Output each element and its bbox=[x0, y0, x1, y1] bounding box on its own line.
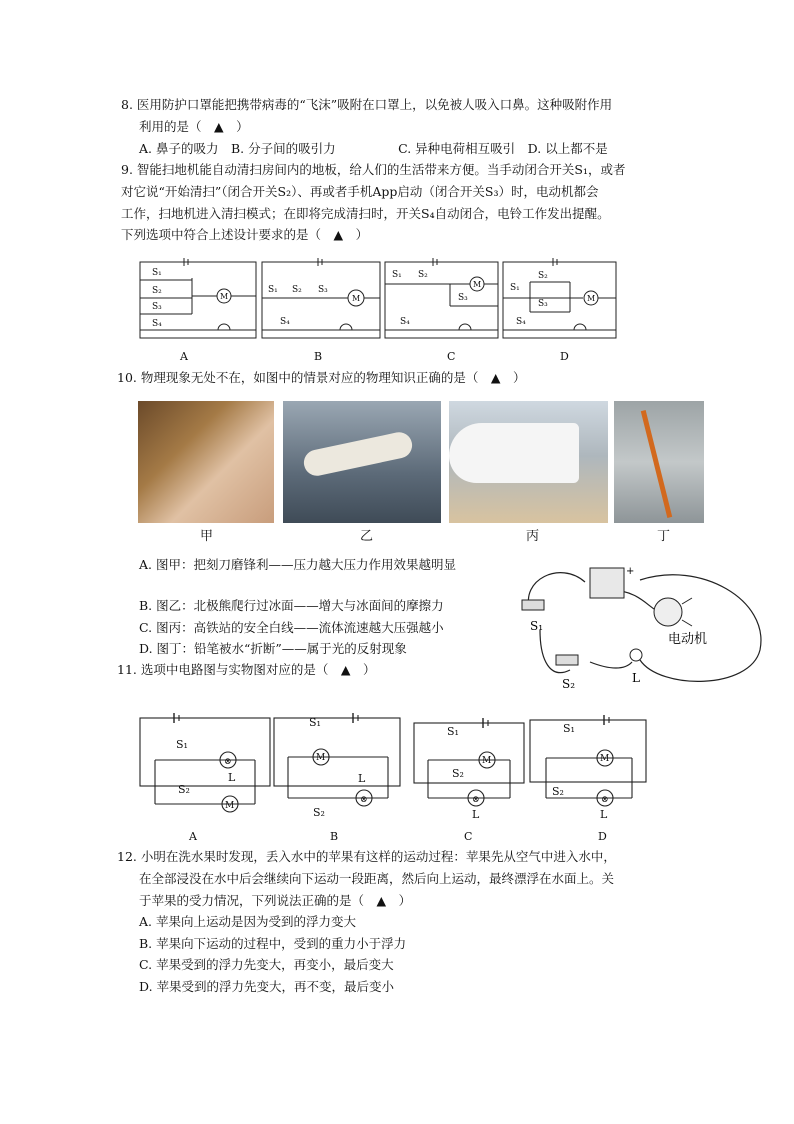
q9c-s4: S₄ bbox=[400, 317, 410, 327]
q9-circuit-diagrams bbox=[0, 250, 794, 380]
q11-stem: 11. 选项中电路图与实物图对应的是（ ▲ ） bbox=[117, 662, 376, 677]
q9b-s3: S₃ bbox=[318, 285, 328, 295]
photo-yi-polar-bear bbox=[283, 401, 441, 523]
q10-option-c: C. 图丙：高铁站的安全白线——流体流速越大压强越小 bbox=[139, 620, 444, 635]
q11d-lamp-label: L bbox=[600, 808, 608, 821]
real-label-motor: 电动机 bbox=[668, 632, 708, 647]
q11c-lamp-label: L bbox=[472, 808, 480, 821]
pencil-shape bbox=[641, 410, 672, 518]
photo-label-yi: 乙 bbox=[360, 529, 374, 544]
q9d-s4: S₄ bbox=[516, 317, 526, 327]
q12-line3: 于苹果的受力情况，下列说法正确的是（ ▲ ） bbox=[139, 893, 412, 908]
q12-option-c: C. 苹果受到的浮力先变大，再变小，最后变大 bbox=[139, 957, 394, 972]
q9-line2: 对它说“开始清扫”（闭合开关S₂）、再或者手机App启动（闭合开关S₃）时，电动机都会 bbox=[121, 184, 599, 199]
q11b-lamp-label: L bbox=[358, 772, 366, 785]
fan-icon bbox=[682, 598, 692, 626]
train-shape bbox=[449, 423, 579, 483]
lamp-icon bbox=[630, 649, 642, 661]
q9a-s1: S₁ bbox=[152, 268, 162, 278]
q9a-s3: S₃ bbox=[152, 302, 162, 312]
q10-stem: 10. 物理现象无处不在，如图中的情景对应的物理知识正确的是（ ▲ ） bbox=[117, 370, 526, 385]
battery-plus: + bbox=[626, 566, 635, 577]
q9-label-c: C bbox=[447, 350, 456, 363]
q12-line1: 12. 小明在洗水果时发现，丢入水中的苹果有这样的运动过程：苹果先从空气中进入水中， bbox=[117, 849, 616, 864]
q8-line2: 利用的是（ ▲ ） bbox=[139, 119, 249, 134]
q10-option-b: B. 图乙：北极熊爬行过冰面——增大与冰面间的摩擦力 bbox=[139, 598, 444, 613]
q11-label-d: D bbox=[598, 830, 607, 843]
photo-bing-high-speed-train bbox=[449, 401, 608, 523]
real-label-s1: S₁ bbox=[530, 619, 544, 633]
q10-option-a: A. 图甲：把刻刀磨锋利——压力越大压力作用效果越明显 bbox=[139, 557, 456, 572]
q9c-s3: S₃ bbox=[458, 293, 468, 303]
q9-label-b: B bbox=[314, 350, 323, 363]
motor-icon bbox=[654, 598, 682, 626]
q11a-s2: S₂ bbox=[178, 783, 190, 796]
q11d-s2: S₂ bbox=[552, 785, 564, 798]
q9b-s2: S₂ bbox=[292, 285, 302, 295]
q9d-s2: S₂ bbox=[538, 271, 548, 281]
q12-option-a: A. 苹果向上运动是因为受到的浮力变大 bbox=[139, 914, 356, 929]
q9b-s4: S₄ bbox=[280, 317, 290, 327]
photo-label-ding: 丁 bbox=[657, 529, 671, 544]
q11a-s1: S₁ bbox=[176, 738, 188, 751]
photo-jia-sharpening-knife bbox=[138, 401, 274, 523]
q11d-lamp: ⊗ bbox=[601, 795, 609, 805]
switch-s2-icon bbox=[556, 655, 578, 665]
q11b-s2: S₂ bbox=[313, 806, 325, 819]
photo-label-bing: 丙 bbox=[526, 529, 540, 544]
q9-label-d: D bbox=[560, 350, 569, 363]
q11a-lamp: ⊗ bbox=[224, 757, 232, 767]
q10-option-d: D. 图丁：铅笔被水“折断”——属于光的反射现象 bbox=[139, 641, 407, 656]
q12-option-b: B. 苹果向下运动的过程中，受到的重力小于浮力 bbox=[139, 936, 407, 951]
q8-line1: 8. 医用防护口罩能把携带病毒的“飞沫”吸附在口罩上，以免被人吸入口鼻。这种吸附作用 bbox=[121, 97, 613, 112]
q11a-motor: M bbox=[225, 801, 235, 811]
q11c-motor: M bbox=[482, 756, 492, 766]
q9d-motor: M bbox=[587, 294, 596, 303]
q11-real-circuit bbox=[512, 556, 772, 696]
q11-circuit-a bbox=[140, 713, 270, 812]
q9d-s1: S₁ bbox=[510, 283, 520, 293]
photo-ding-pencil-in-water bbox=[614, 401, 704, 523]
q9-line4: 下列选项中符合上述设计要求的是（ ▲ ） bbox=[121, 227, 369, 242]
q11b-lamp: ⊗ bbox=[360, 795, 368, 805]
q9-label-a: A bbox=[180, 350, 188, 363]
battery-icon bbox=[590, 568, 624, 598]
q12-line2: 在全部浸没在水中后会继续向下运动一段距离，然后向上运动，最终漂浮在水面上。关 bbox=[139, 871, 615, 886]
q11-circuit-d bbox=[530, 715, 646, 806]
q11c-s1: S₁ bbox=[447, 725, 459, 738]
q11b-s1: S₁ bbox=[309, 716, 321, 729]
q9a-motor: M bbox=[220, 292, 229, 301]
q12-option-d: D. 苹果受到的浮力先变大，再不变，最后变小 bbox=[139, 979, 395, 994]
q9c-s1: S₁ bbox=[392, 270, 402, 280]
q11d-motor: M bbox=[600, 754, 610, 764]
q11a-lamp-label: L bbox=[228, 771, 236, 784]
q11b-motor: M bbox=[316, 753, 326, 763]
q9-line3: 工作，扫地机进入清扫模式；在即将完成清扫时，开关S₄自动闭合，电铃工作发出提醒。 bbox=[121, 206, 610, 221]
q9a-s2: S₂ bbox=[152, 286, 162, 296]
q11-label-b: B bbox=[330, 830, 339, 843]
q9c-s2: S₂ bbox=[418, 270, 428, 280]
real-label-s2: S₂ bbox=[562, 677, 576, 691]
q9c-motor: M bbox=[473, 280, 482, 289]
real-label-lamp: L bbox=[632, 671, 640, 685]
q11-circuit-b bbox=[274, 713, 400, 806]
q11c-s2: S₂ bbox=[452, 767, 464, 780]
photo-label-jia: 甲 bbox=[200, 529, 214, 544]
q11-label-c: C bbox=[464, 830, 473, 843]
polar-bear-shape bbox=[301, 430, 414, 478]
q9a-s4: S₄ bbox=[152, 319, 162, 329]
q11d-s1: S₁ bbox=[563, 722, 575, 735]
q9-line1: 9. 智能扫地机能自动清扫房间内的地板，给人们的生活带来方便。当手动闭合开关S₁，或者 bbox=[121, 162, 626, 177]
q9b-motor: M bbox=[352, 294, 361, 303]
switch-s1-icon bbox=[522, 600, 544, 610]
q11-circuit-diagrams bbox=[0, 705, 794, 845]
q11c-lamp: ⊗ bbox=[472, 795, 480, 805]
q8-options: A. 鼻子的吸力 B. 分子间的吸引力 C. 异种电荷相互吸引 D. 以上都不是 bbox=[139, 141, 608, 156]
q9d-s3: S₃ bbox=[538, 299, 548, 309]
q11-circuit-c bbox=[414, 718, 524, 806]
q11-label-a: A bbox=[189, 830, 197, 843]
q9b-s1: S₁ bbox=[268, 285, 278, 295]
